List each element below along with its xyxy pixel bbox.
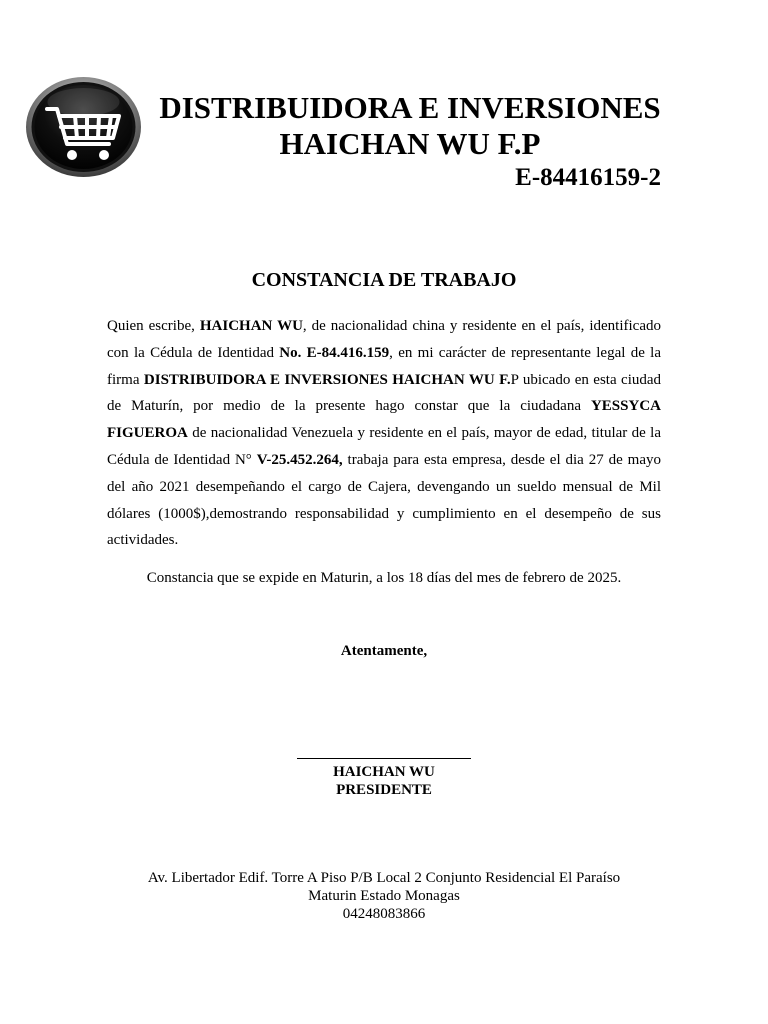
body-text-5: de nacionalidad Venezuela y residente en el país, mayor de edad, titular de la Cédula de Identidad N°: [107, 425, 661, 468]
body-text-1: Quien escribe,: [107, 318, 200, 334]
address-line1: Av. Libertador Edif. Torre A Piso P/B Local 2 Conjunto Residencial El Paraíso: [147, 870, 621, 886]
company-logo: [25, 76, 142, 178]
body-bold-id: No. E-84.416.159: [279, 344, 390, 361]
footer-address: [0, 869, 768, 923]
document-title: CONSTANCIA DE TRABAJO: [251, 269, 517, 291]
body-bold-employee: YESSYCA FIGUEROA: [107, 398, 661, 442]
body-bold-employee-id: V-25.452.264,: [256, 451, 343, 468]
company-rif: E-84416159-2: [515, 164, 661, 191]
company-name-line1: DISTRIBUIDORA E INVERSIONES: [159, 90, 661, 125]
signer-title: PRESIDENTE: [336, 782, 432, 798]
signature-line: [297, 758, 471, 759]
body-bold-company: DISTRIBUIDORA E INVERSIONES HAICHAN WU F.: [143, 371, 511, 388]
signature-block: [0, 763, 768, 799]
address-line2: Maturin Estado Monagas: [308, 888, 460, 904]
issued-statement: Constancia que se expide en Maturin, a los 18 días del mes de febrero de 2025.: [146, 570, 622, 586]
body-text-6: trabaja para esta empresa, desde el dia 27 de mayo del año 2021 desempeñando el cargo de Cajera, devengando un sueldo mensual de Mil dólares (1000$),demostrando responsabilidad y cumplimiento en el desempeño de sus actividades.: [107, 451, 661, 549]
company-name-line2: HAICHAN WU F.P: [279, 126, 541, 161]
body-bold-name: HAICHAN WU: [199, 318, 303, 334]
body-text-4: P ubicado en esta ciudad de Maturín, por medio de la presente hago constar que la ciudadana: [107, 371, 662, 415]
phone-number: 04248083866: [342, 906, 426, 922]
signer-name: HAICHAN WU: [333, 764, 435, 780]
company-name: [150, 90, 670, 162]
closing-salutation: Atentamente,: [340, 643, 428, 659]
body-text-2: , de nacionalidad china y residente en el país, identificado con la Cédula de Identidad: [107, 318, 661, 361]
body-paragraph: [107, 313, 661, 554]
shopping-cart-icon: [25, 76, 142, 178]
body-text-3: , en mi carácter de representante legal de la firma: [107, 344, 661, 388]
